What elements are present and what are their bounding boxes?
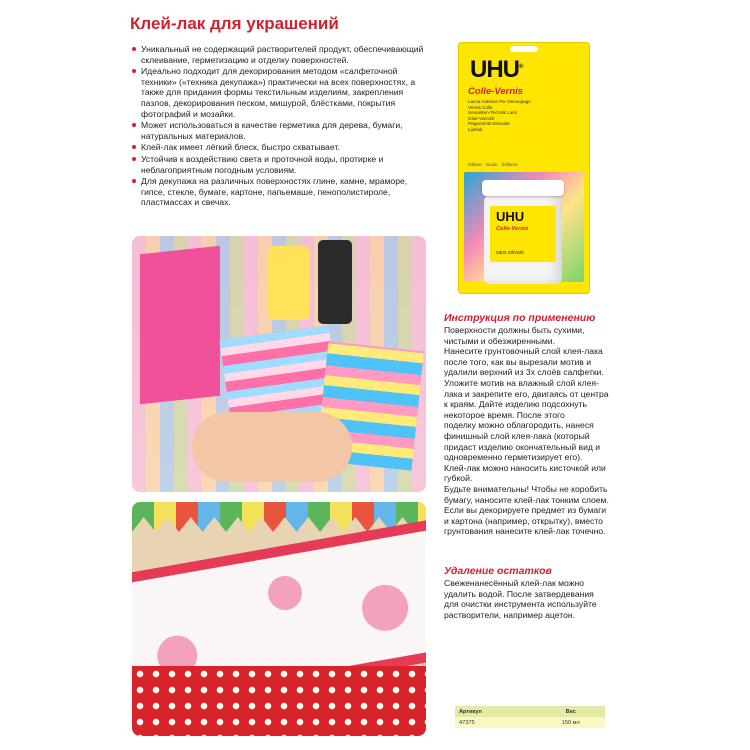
feature-item: Может использоваться в качестве герметика для дерева, бумаги, натуральных материалов. bbox=[132, 120, 432, 141]
product-languages: Lacca Adesiva Per Decoupage Vernis Colle Servietten-Technik Lack Glue-Varnish Pegamento-Esmalte Lijmlak bbox=[468, 99, 531, 132]
glue-bottle bbox=[268, 246, 310, 320]
spec-header-article: Артикул bbox=[455, 706, 537, 717]
feature-item: Уникальный не содержащий растворителей продукт, обеспечивающий склеивание, герметизацию и отделку поверхностей. bbox=[132, 44, 432, 65]
jar-product-name: Colle-Vernis bbox=[496, 226, 529, 232]
bunting-flags bbox=[132, 502, 426, 532]
flower-motif bbox=[358, 581, 411, 634]
product-name: Colle-Vernis bbox=[468, 86, 524, 97]
flower-motif bbox=[265, 573, 304, 612]
spec-header-weight: Вес bbox=[537, 706, 605, 717]
removal-title: Удаление остатков bbox=[444, 565, 552, 577]
jar-note: sans solvant bbox=[496, 250, 524, 256]
instructions-text: Поверхности должны быть сухими, чистыми и обезжиренными. Нанесите грунтовочный слой клея-лака после того, как вы вырезали мотив и удалили верхний из 3х слоёв салфетки. Уложите мотив на влажный слой клея- лака и закрепите его, двигаясь от центра к краям. Дайте изделию подсохнуть некоторое время. После этого поделку можно облагородить, нанеся финишный слой клея-лака (который придаст изделию окончательный вид и одновременно герметизирует его). Клей-лак можно наносить кисточкой или губкой. Будьте внимательны! Чтобы не коробить бумагу, наносите клей-лак тонким слоем. Если вы декорируете предмет из бумаги и картона (например, открытку), вместо грунтования нанесите клей-лак точечно. bbox=[444, 325, 609, 537]
product-finish: brillant · lucido · brillante bbox=[468, 162, 518, 167]
hang-hole bbox=[510, 46, 538, 52]
glue-jar bbox=[484, 192, 562, 284]
removal-text: Свеженанесённый клей-лак можно удалить водой. После затвердевания для очистки инструмента используйте растворители, например ацетон. bbox=[444, 578, 597, 620]
feature-item: Идеально подходит для декорирования методом «салфеточной техники» («техника декупажа») практически на всех поверхностях, а также для придания формы текстильным изделиям, закрепления пазлов, декорирования песком, мишурой, блёстками, покрытия фотографий и мозайки. bbox=[132, 66, 432, 119]
hands bbox=[192, 412, 352, 482]
page-title: Клей-лак для украшений bbox=[130, 14, 339, 33]
jar-label bbox=[490, 206, 556, 262]
feature-item: Для декупажа на различных поверхностях глине, камне, мраморе, гипсе, стекле, бумаге, картоне, папьемаше, пенополистироле, пластмассах и свечах. bbox=[132, 176, 432, 208]
pink-frame bbox=[140, 246, 220, 404]
uhu-logo: UHU® bbox=[470, 56, 523, 83]
spec-header-row bbox=[455, 706, 605, 717]
spec-weight: 150 мл bbox=[537, 717, 605, 728]
feature-item: Клей-лак имеет лёгкий блеск, быстро схватывает. bbox=[132, 142, 432, 153]
instructions-title: Инструкция по применению bbox=[444, 312, 596, 324]
spec-table bbox=[455, 706, 605, 728]
decoupage-photo bbox=[132, 236, 426, 492]
feature-item: Устойчив к воздействию света и проточной воды, протирке и неблагоприятным погодным условиям. bbox=[132, 154, 432, 175]
decorated-board-photo bbox=[132, 502, 426, 736]
spray-can bbox=[318, 240, 352, 324]
spec-row bbox=[455, 717, 605, 728]
jar-lid bbox=[482, 180, 564, 196]
product-package-image bbox=[458, 42, 590, 294]
spec-article: 47375 bbox=[455, 717, 537, 728]
polka-dot-fabric bbox=[132, 666, 426, 736]
jar-logo: UHU bbox=[496, 209, 525, 224]
features-list bbox=[132, 44, 432, 209]
